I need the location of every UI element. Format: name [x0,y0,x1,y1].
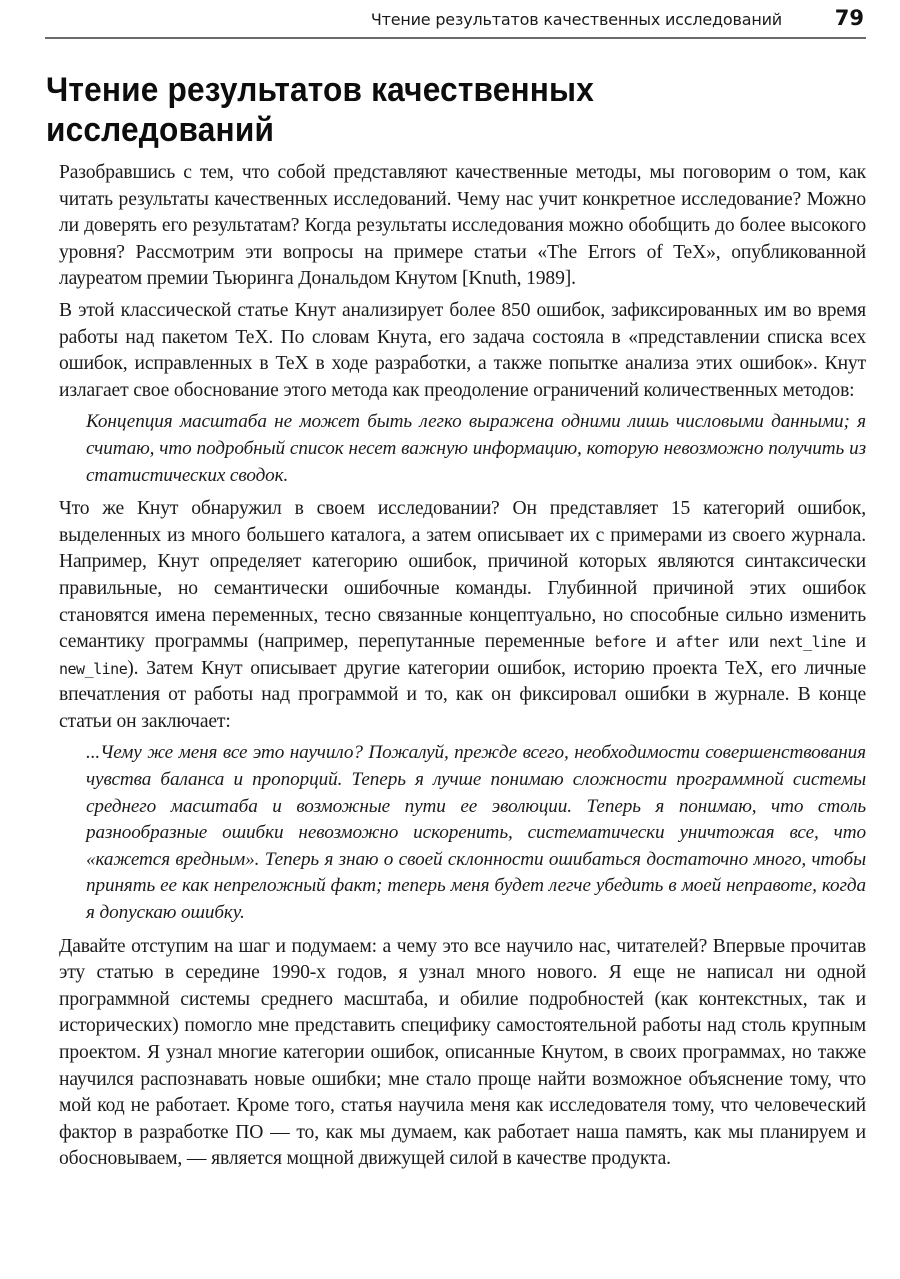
code-new-line: new_line [59,659,128,678]
section-title [46,70,790,150]
code-after: after [676,633,719,652]
conjunction-and: и [645,631,677,653]
code-before: before [594,633,646,652]
paragraph-knuth-analysis: В этой классической статье Кнут анализирует более 850 ошибок, зафиксированных им во время работы над пакетом TeX. По словам Кнута, его задача состояла в «представлении списка всех ошибок, исправленных в TeX в ходе разработки, а также попытке анализа этих ошибок». Кнут излагает свое обоснование этого метода как преодоление ограничений количественных методов: [59,299,866,401]
paragraph-intro: Разобравшись с тем, что собой представляют качественные методы, мы поговорим о том, как читать результаты качественных исследований. Чему нас учит конкретное исследование? Можно ли доверять его результатам? Когда результаты исследования можно обобщить до более высокого уровня? Рассмотрим эти вопросы на примере статьи «The Errors of TeX», опубликованной лауреатом премии Тьюринга Дональдом Кнутом [Knuth, 1989]. [59,162,866,290]
running-title: Чтение результатов качественных исследований [370,10,782,29]
section-title-line1: Чтение результатов качественных [46,71,595,109]
blockquote-conclusion: ...Чему же меня все это научило? Пожалуй, прежде всего, необходимости совершенствования чувства баланса и пропорций. Теперь я лучше понимаю сложности программной системы среднего масштаба и возможные пути ее эволюции. Теперь я понимаю, что столь разнообразные ошибки невозможно искоренить, систематически уничтожая все, что «кажется вредным». Теперь я знаю о своей склонности ошибаться достаточно много, чтобы принять ее как непреложный факт; теперь меня будет легче убедить в моей неправоте, когда я допускаю ошибку. [86,742,866,924]
paragraph-findings [59,496,866,735]
code-next-line: next_line [768,633,846,652]
blockquote-scale: Концепция масштаба не может быть легко выражена одними лишь числовыми данными; я считаю, что подробный список несет важную информацию, которую невозможно получить из статистических сводок. [86,411,866,486]
conjunction-and-2: и [845,631,866,653]
conjunction-or: или [718,631,769,653]
findings-text-1: Что же Кнут обнаружил в своем исследовании? Он представляет 15 категорий ошибок, выделенных из много большего каталога, а затем описывает их с примерами из своего журнала. Например, Кнут определяет категорию ошибок, причиной которых являются синтаксически правильные, но семантически ошибочные команды. Глубинной причиной этих ошибок становятся имена переменных, тесно связанные концептуально, но способные сильно изменить семантику программы (например, перепутанные переменные [59,498,866,653]
running-header [45,0,866,39]
body-text [59,160,866,1178]
page-number: 79 [834,6,864,30]
paragraph-reflection: Давайте отступим на шаг и подумаем: а чему это все научило нас, читателей? Впервые прочитав эту статью в середине 1990-х годов, я узнал много нового. Я еще не написал ни одной программной системы среднего масштаба, и обилие подробностей (как контекстных, так и исторических) помогло мне представить специфику самостоятельной работы над столь крупным проектом. Я узнал многие категории ошибок, описанные Кнутом, в своих программах, но также научился распознавать новые ошибки; мне стало проще найти возможное объяснение тому, что мой код не работает. Кроме того, статья научила меня как исследователя тому, что человеческий фактор в разработке ПО — то, как мы думаем, как работает наша память, как мы планируем и обосновываем, — является мощной движущей силой в качестве продукта. [59,935,866,1170]
section-title-line2: исследований [46,111,275,149]
findings-text-2: ). Затем Кнут описывает другие категории ошибок, историю проекта TeX, его личные впечатления от работы над программой и то, как он фиксировал ошибки в журнале. В конце статьи он заключает: [59,657,866,732]
